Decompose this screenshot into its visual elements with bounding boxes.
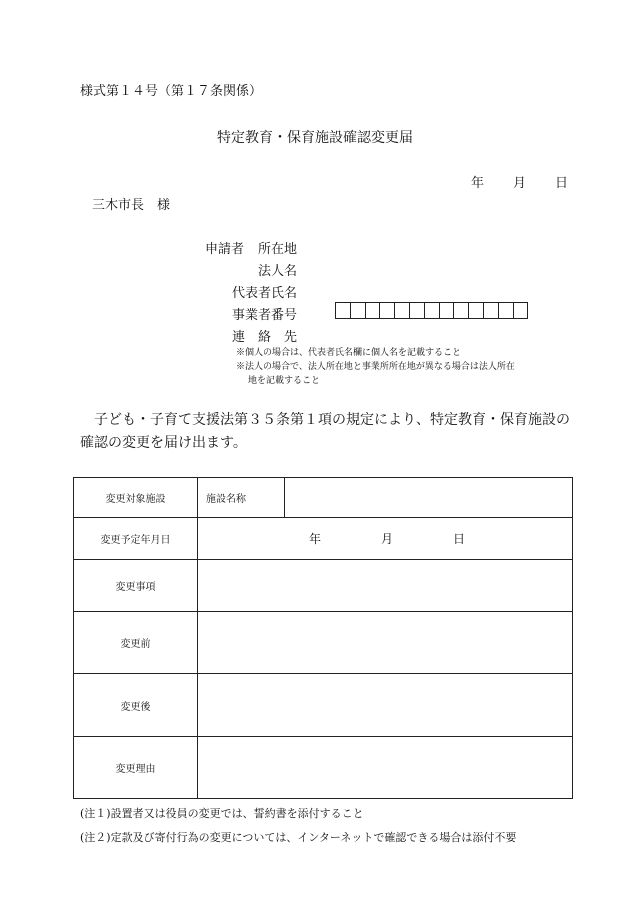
business-number-digit-box[interactable] <box>394 302 410 319</box>
applicant-note-3: 地を記載すること <box>248 376 321 386</box>
business-number-label: 事業者番号 <box>232 308 298 323</box>
body-text: 子ども・子育て支援法第３５条第１項の規定により、特定教育・保育施設の確認の変更を届け出ます。 <box>80 412 570 451</box>
addressee: 三木市長 様 <box>92 198 171 213</box>
scheduled-date-input[interactable] <box>198 518 573 560</box>
date-month-label: 月 <box>513 176 527 191</box>
business-number-digit-box[interactable] <box>335 302 351 319</box>
table-row <box>74 612 573 674</box>
change-item-label: 変更事項 <box>74 560 198 612</box>
business-number-digit-box[interactable] <box>350 302 366 319</box>
reason-input[interactable] <box>198 737 573 799</box>
facility-name-input[interactable] <box>285 478 573 518</box>
after-label: 変更後 <box>74 674 198 737</box>
address-label: 所在地 <box>258 242 298 257</box>
footnote-2: (注２)定款及び寄付行為の変更については、インターネットで確認できる場合は添付不要 <box>80 831 517 844</box>
table-row <box>74 478 573 518</box>
contact-label: 連 絡 先 <box>232 330 298 345</box>
scheduled-month-label: 月 <box>381 532 394 546</box>
applicant-note-2: ※法人の場合で、法人所在地と事業所所在地が異なる場合は法人所在 <box>236 362 515 372</box>
after-input[interactable] <box>198 674 573 737</box>
target-facility-label: 変更対象施設 <box>74 478 198 518</box>
business-number-boxes[interactable] <box>336 302 528 319</box>
footnote-1: (注１)設置者又は役員の変更では、誓約書を添付すること <box>80 807 364 820</box>
scheduled-date-label: 変更予定年月日 <box>74 518 198 560</box>
table-row <box>74 560 573 612</box>
table-row <box>74 737 573 799</box>
business-number-digit-box[interactable] <box>439 302 455 319</box>
change-item-input[interactable] <box>198 560 573 612</box>
date-day-label: 日 <box>555 176 569 191</box>
before-label: 変更前 <box>74 612 198 674</box>
applicant-label: 申請者 <box>205 242 245 257</box>
applicant-note-1: ※個人の場合は、代表者氏名欄に個人名を記載すること <box>236 348 462 358</box>
scheduled-year-label: 年 <box>309 532 322 546</box>
scheduled-day-label: 日 <box>453 532 466 546</box>
date-year-label: 年 <box>471 176 485 191</box>
facility-name-label: 施設名称 <box>198 478 285 518</box>
rep-name-label: 代表者氏名 <box>232 286 298 301</box>
business-number-digit-box[interactable] <box>424 302 440 319</box>
table-row <box>74 674 573 737</box>
form-number: 様式第１４号（第１７条関係） <box>80 84 263 99</box>
document-title: 特定教育・保育施設確認変更届 <box>217 130 413 146</box>
business-number-digit-box[interactable] <box>468 302 484 319</box>
business-number-digit-box[interactable] <box>453 302 469 319</box>
business-number-digit-box[interactable] <box>409 302 425 319</box>
business-number-digit-box[interactable] <box>498 302 514 319</box>
corp-name-label: 法人名 <box>258 264 298 279</box>
business-number-digit-box[interactable] <box>513 302 529 319</box>
business-number-digit-box[interactable] <box>365 302 381 319</box>
business-number-digit-box[interactable] <box>379 302 395 319</box>
change-table <box>73 477 573 799</box>
reason-label: 変更理由 <box>74 737 198 799</box>
before-input[interactable] <box>198 612 573 674</box>
business-number-digit-box[interactable] <box>483 302 499 319</box>
table-row <box>74 518 573 560</box>
